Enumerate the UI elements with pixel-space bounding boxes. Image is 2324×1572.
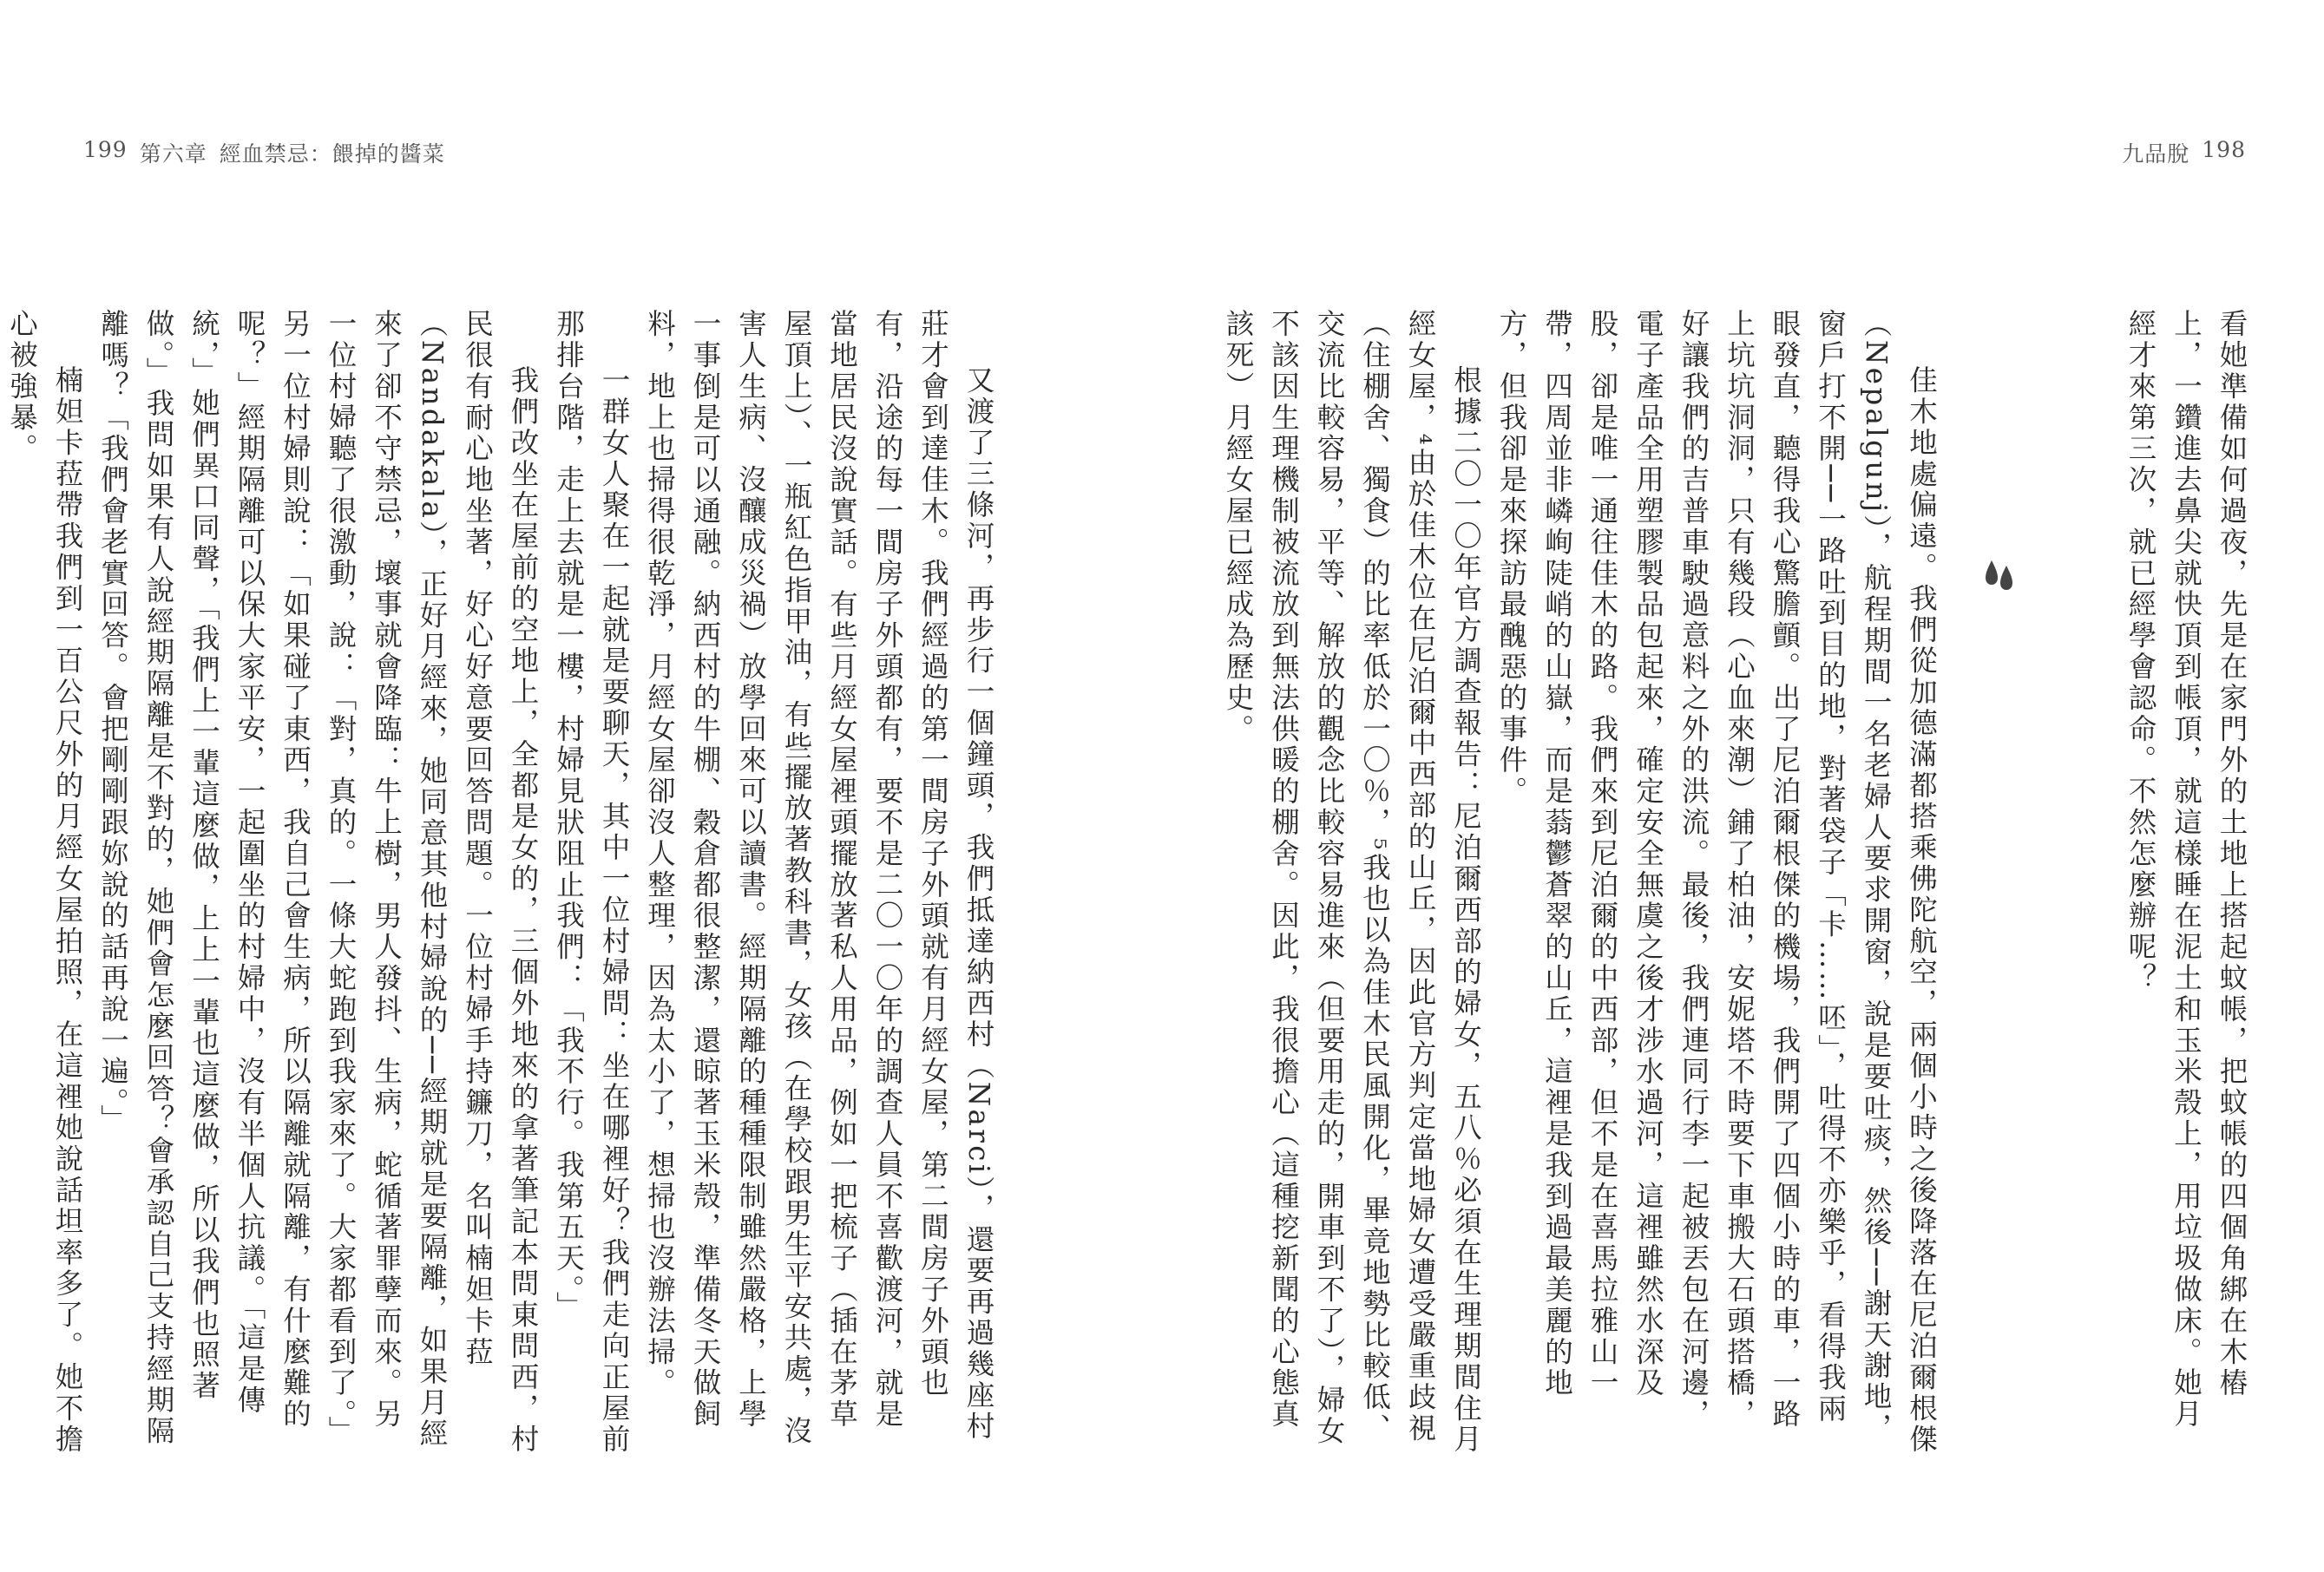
right-page-number: 198 xyxy=(2202,137,2246,162)
chapter-title: 經血禁忌：餵掉的醬菜 xyxy=(219,141,445,167)
left-page-body xyxy=(0,309,1001,1456)
paragraph: 一群女人聚在一起就是要聊天，其中一位村婦問：坐在哪裡好？我們走向正屋前那排台階，走上去就是一樓，村婦見狀阻止我們：「我不行。我第五天。」 xyxy=(552,309,631,1456)
right-page-body xyxy=(1216,309,2255,1456)
paragraph: 我們改坐在屋前的空地上，全都是女的，三個外地來的拿著筆記本問東問西，村民很有耐心地坐著，好心好意要回答問題。一位村婦手持鐮刀，名叫楠妲卡菈（Nandakala），正好月經來，她同意其他村婦說的──經期就是要隔離，如果月經來了卻不守禁忌，壞事就會降臨：牛上樹，男人發抖、生病，蛇循著罪孽而來。另一位村婦聽了很激動，說：「對，真的。一條大蛇跑到我家來了。大家都看到了。」另一位村婦則說：「如果碰了東西，我自己會生病，所以隔離就隔離，有什麼難的呢？」經期隔離可以保大家平安，一起圍坐的村婦中，沒有半個人抗議。「這是傳統，」她們異口同聲，「我們上一輩這麼做，上上一輩也這麼做，所以我們也照著做。」我問如果有人說經期隔離是不對的，她們會怎麼回答？會承認自己支持經期隔離嗎？「我們會老實回答。會把剛剛跟妳說的話再說一遍。」 xyxy=(96,309,540,1456)
paragraph: 佳木地處偏遠。我們從加德滿都搭乘佛陀航空，兩個小時之後降落在尼泊爾根傑（Nepalgunj），航程期間一名老婦人要求開窗，說是要吐痰，然後──謝天謝地，窗戶打不開──一路吐到目的地，對著袋子「卡……呸」，吐得不亦樂乎，看得我兩眼發直，聽得我心驚膽顫。出了尼泊爾根傑的機場，我們開了四個小時的車，一路上坑坑洞洞，只有幾段（心血來潮）鋪了柏油，安妮塔不時要下車搬大石頭搭橋，好讓我們的吉普車駛過意料之外的洪流。最後，我們連同行李一起被丟包在河邊，電子產品全用塑膠製品包起來，確定安全無虞之後才涉水過河，這裡雖然水深及股，卻是唯一通往佳木的路。我們來到尼泊爾的中西部，但不是在喜馬拉雅山一帶，四周並非嶙峋陡峭的山嶽，而是蓊鬱蒼翠的山丘，這裡是我到過最美麗的地方，但我卻是來探訪最醜惡的事件。 xyxy=(1495,309,1939,1456)
right-page-header xyxy=(2122,137,2246,168)
paragraph: 楠妲卡菈帶我們到一百公尺外的月經女屋拍照，在這裡她說話坦率多了。她不擔心被強暴。 xyxy=(5,309,84,1456)
left-page-number: 199 xyxy=(83,137,128,162)
two-drops-icon xyxy=(1984,555,2015,592)
paragraph: 根據二〇一〇年官方調查報告：尼泊爾西部的婦女，五八％必須在生理期間住月經女屋，⁴由於佳木位在尼泊爾中西部的山丘，因此官方判定當地婦女遭受嚴重歧視（住棚舍、獨食）的比率低於一〇％，⁵我也以為佳木民風開化，畢竟地勢比較低、交流比較容易，平等、解放的觀念比較容易進來（但要用走的，開車到不了），婦女不該因生理機制被流放到無法供暖的棚舍。因此，我很擔心（這種挖新聞的心態真該死）月經女屋已經成為歷史。 xyxy=(1222,309,1483,1456)
book-title: 九品脫 xyxy=(2122,141,2190,167)
left-page-header xyxy=(83,137,445,168)
section-break-space xyxy=(1945,309,2118,1456)
paragraph: 看她準備如何過夜，先是在家門外的土地上搭起蚊帳，把蚊帳的四個角綁在木樁上，一鑽進去鼻尖就快頂到帳頂，就這樣睡在泥土和玉米殼上，用垃圾做床。她月經才來第三次，就已經學會認命。不然怎麼辦呢？ xyxy=(2124,309,2249,1431)
chapter-label: 第六章 xyxy=(139,141,207,167)
paragraph: 又渡了三條河，再步行一個鐘頭，我們抵達納西村（Narci），還要再過幾座村莊才會到達佳木。我們經過的第一間房子外頭就有月經女屋，第二間房子外頭也有，沿途的每一間房子外頭都有，要不是二〇一〇年的調查人員不喜歡渡河，就是當地居民沒說實話。有些月經女屋裡頭擺放著私人用品，例如一把梳子（插在茅草屋頂上）、一瓶紅色指甲油，有些擺放著教科書，女孩（在學校跟男生平安共處，沒害人生病、沒釀成災禍）放學回來可以讀書。經期隔離的種種限制雖然嚴格，上學一事倒是可以通融。納西村的牛棚、穀倉都很整潔，還晾著玉米殼，準備冬天做飼料，地上也掃得很乾淨，月經女屋卻沒人整理，因為太小了，想掃也沒辦法掃。 xyxy=(643,309,995,1448)
